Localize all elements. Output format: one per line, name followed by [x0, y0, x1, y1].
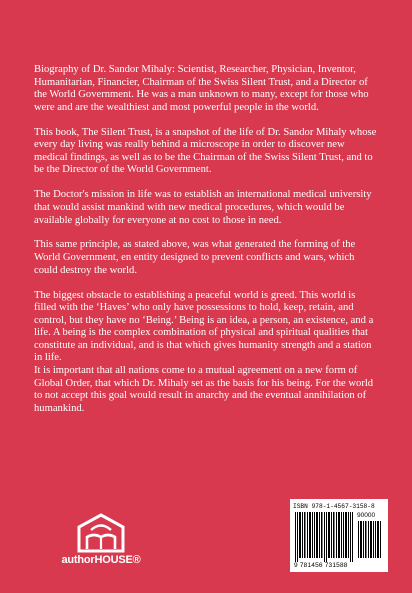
blurb-text [34, 64, 379, 428]
publisher-name: authorHOUSE® [61, 554, 141, 566]
blurb-paragraph-2: This book, The Silent Trust, is a snapshot of the life of Dr. Sandor Mihaly whose every day living was really behind a microscope in order to discover new medical findings, as well as to be the Chairman of the Swiss Silent Trust, and to be the Director of the World Government. [34, 126, 377, 176]
barcode-bars [294, 512, 384, 562]
blurb-paragraph-4: This same principle, as stated above, was what generated the forming of the World Government, en entity designed to prevent conflicts and wars, which could destroy the world. [34, 239, 356, 276]
authorhouse-logo-icon [61, 513, 141, 553]
ean-number: 9 781456 731588 [294, 562, 348, 569]
blurb-paragraph-6: It is important that all nations come to a mutual agreement on a new form of Global Order, that which Dr. Mihaly set as the basis for his being. For the world to not accept this goal would result in anarchy and the eventual annihilation of humankind. [34, 365, 374, 414]
blurb-paragraph-3: The Doctor's mission in life was to establish an international medical university that would assist mankind with new medical procedures, which would be available globally for everyone at no cost to those in need. [34, 189, 372, 226]
publisher-logo [61, 513, 141, 568]
blurb-paragraph-1: Biography of Dr. Sandor Mihaly: Scientist, Researcher, Physician, Inventor, Humanitarian, Financier, Chairman of the Swiss Silent Trust, and a Director of the World Government. He was a man unknown to many, except for those who were and are the wealthiest and most powerful people in the world. [34, 64, 369, 113]
isbn-label: ISBN 978-1-4567-3158-8 [293, 503, 375, 510]
barcode [290, 499, 388, 572]
price-code: 90000 [357, 512, 376, 519]
blurb-paragraph-5: The biggest obstacle to establishing a peaceful world is greed. This world is filled with the ‘Haves’ who only have possessions to hold, keep, retain, and control, but they have no ‘Being.’ Being is an idea, a person, an existence, and a life. A being is the complex combination of physical and spiritual qualities that constitute an individual, and is that which gives humanity strength and a station in life. [34, 289, 374, 364]
